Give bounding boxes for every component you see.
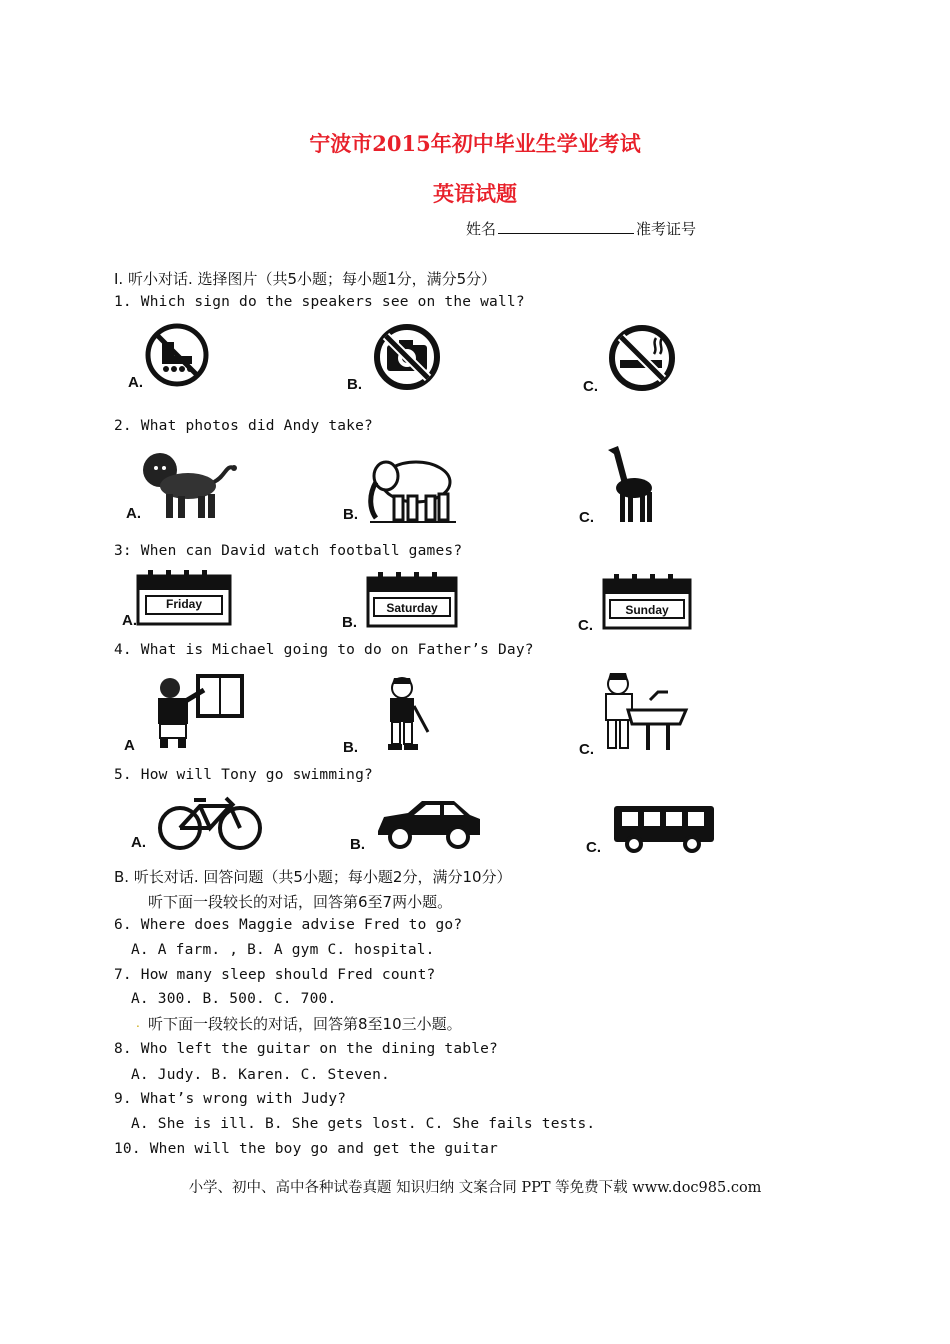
id-label: 准考证号 <box>636 220 697 238</box>
q4-option-a-label: A <box>124 737 135 754</box>
q5-option-c-label: C. <box>586 839 601 856</box>
question-7: 7. How many sleep should Fred count? <box>114 967 436 983</box>
car-icon <box>374 797 484 851</box>
question-6: 6. Where does Maggie advise Fred to go? <box>114 917 463 933</box>
question-9: 9. What’s wrong with Judy? <box>114 1091 347 1107</box>
q4-option-c-label: C. <box>579 741 594 758</box>
question-5: 5. How will Tony go swimming? <box>114 767 373 783</box>
name-label: 姓名 <box>466 220 497 238</box>
question-10: 10. When will the boy go and get the guitar <box>114 1141 498 1157</box>
q2-option-c-label: C. <box>579 509 594 526</box>
question-7-options: A. 300. B. 500. C. 700. <box>131 991 337 1007</box>
name-blank <box>498 219 634 234</box>
question-6-options: A. A farm. , B. A gym C. hospital. <box>131 942 435 958</box>
q2-option-a-label: A. <box>126 505 141 522</box>
q5-option-b-label: B. <box>350 836 365 853</box>
bicycle-icon <box>156 794 264 852</box>
question-8-options: A. Judy. B. Karen. C. Steven. <box>131 1067 390 1083</box>
lion-icon <box>140 450 236 522</box>
q3-option-c-label: C. <box>578 617 593 634</box>
q3-option-a-label: A. <box>122 612 137 629</box>
calendar-saturday-icon <box>366 572 458 628</box>
question-2: 2. What photos did Andy take? <box>114 418 373 434</box>
q1-option-a-label: A. <box>128 374 143 391</box>
q3-option-b-label: B. <box>342 614 357 631</box>
no-photos-sign-icon <box>373 323 441 391</box>
boy-washing-dishes-icon <box>598 670 692 754</box>
calendar-sunday-icon <box>602 574 692 630</box>
q5-option-a-label: A. <box>131 834 146 851</box>
section1-heading: I. 听小对话. 选择图片（共5小题；每小题1分，满分5分） <box>114 270 497 288</box>
calendar-saturday-label: Saturday <box>386 601 438 615</box>
calendar-friday-label: Friday <box>165 597 202 611</box>
q4-option-b-label: B. <box>343 739 358 756</box>
question-4: 4. What is Michael going to do on Father’s Day? <box>114 642 534 658</box>
footer-text: 小学、初中、高中各种试卷真题 知识归纳 文案合同 PPT 等免费下载 www.doc985.com <box>188 1180 762 1196</box>
boy-cleaning-window-icon <box>148 672 246 752</box>
candidate-info <box>466 218 696 239</box>
page-subtitle: 英语试题 <box>433 181 517 206</box>
section2-heading: B. 听长对话. 回答问题（共5小题；每小题2分，满分10分） <box>114 868 512 886</box>
giraffe-icon <box>600 442 662 524</box>
page-title: 宁波市2015年初中毕业生学业考试 <box>309 131 641 156</box>
bullet-dot: . <box>136 1016 140 1030</box>
question-1: 1. Which sign do the speakers see on the wall? <box>114 294 525 310</box>
bus-icon <box>612 802 716 852</box>
elephant-icon <box>364 452 460 524</box>
section2-intro-1: 听下面一段较长的对话，回答第6至7两小题。 <box>148 893 453 911</box>
q2-option-b-label: B. <box>343 506 358 523</box>
no-smoking-sign-icon <box>608 324 676 392</box>
boy-sweeping-icon <box>374 676 434 752</box>
question-8: 8. Who left the guitar on the dining table? <box>114 1041 498 1057</box>
q1-option-b-label: B. <box>347 376 362 393</box>
calendar-friday-icon <box>136 570 232 626</box>
question-9-options: A. She is ill. B. She gets lost. C. She fails tests. <box>131 1116 596 1132</box>
question-3: 3: When can David watch football games? <box>114 543 463 559</box>
section2-intro-2: 听下面一段较长的对话，回答第8至10三小题。 <box>148 1015 462 1033</box>
q1-option-c-label: C. <box>583 378 598 395</box>
no-skating-sign-icon <box>144 322 210 388</box>
calendar-sunday-label: Sunday <box>625 603 669 617</box>
